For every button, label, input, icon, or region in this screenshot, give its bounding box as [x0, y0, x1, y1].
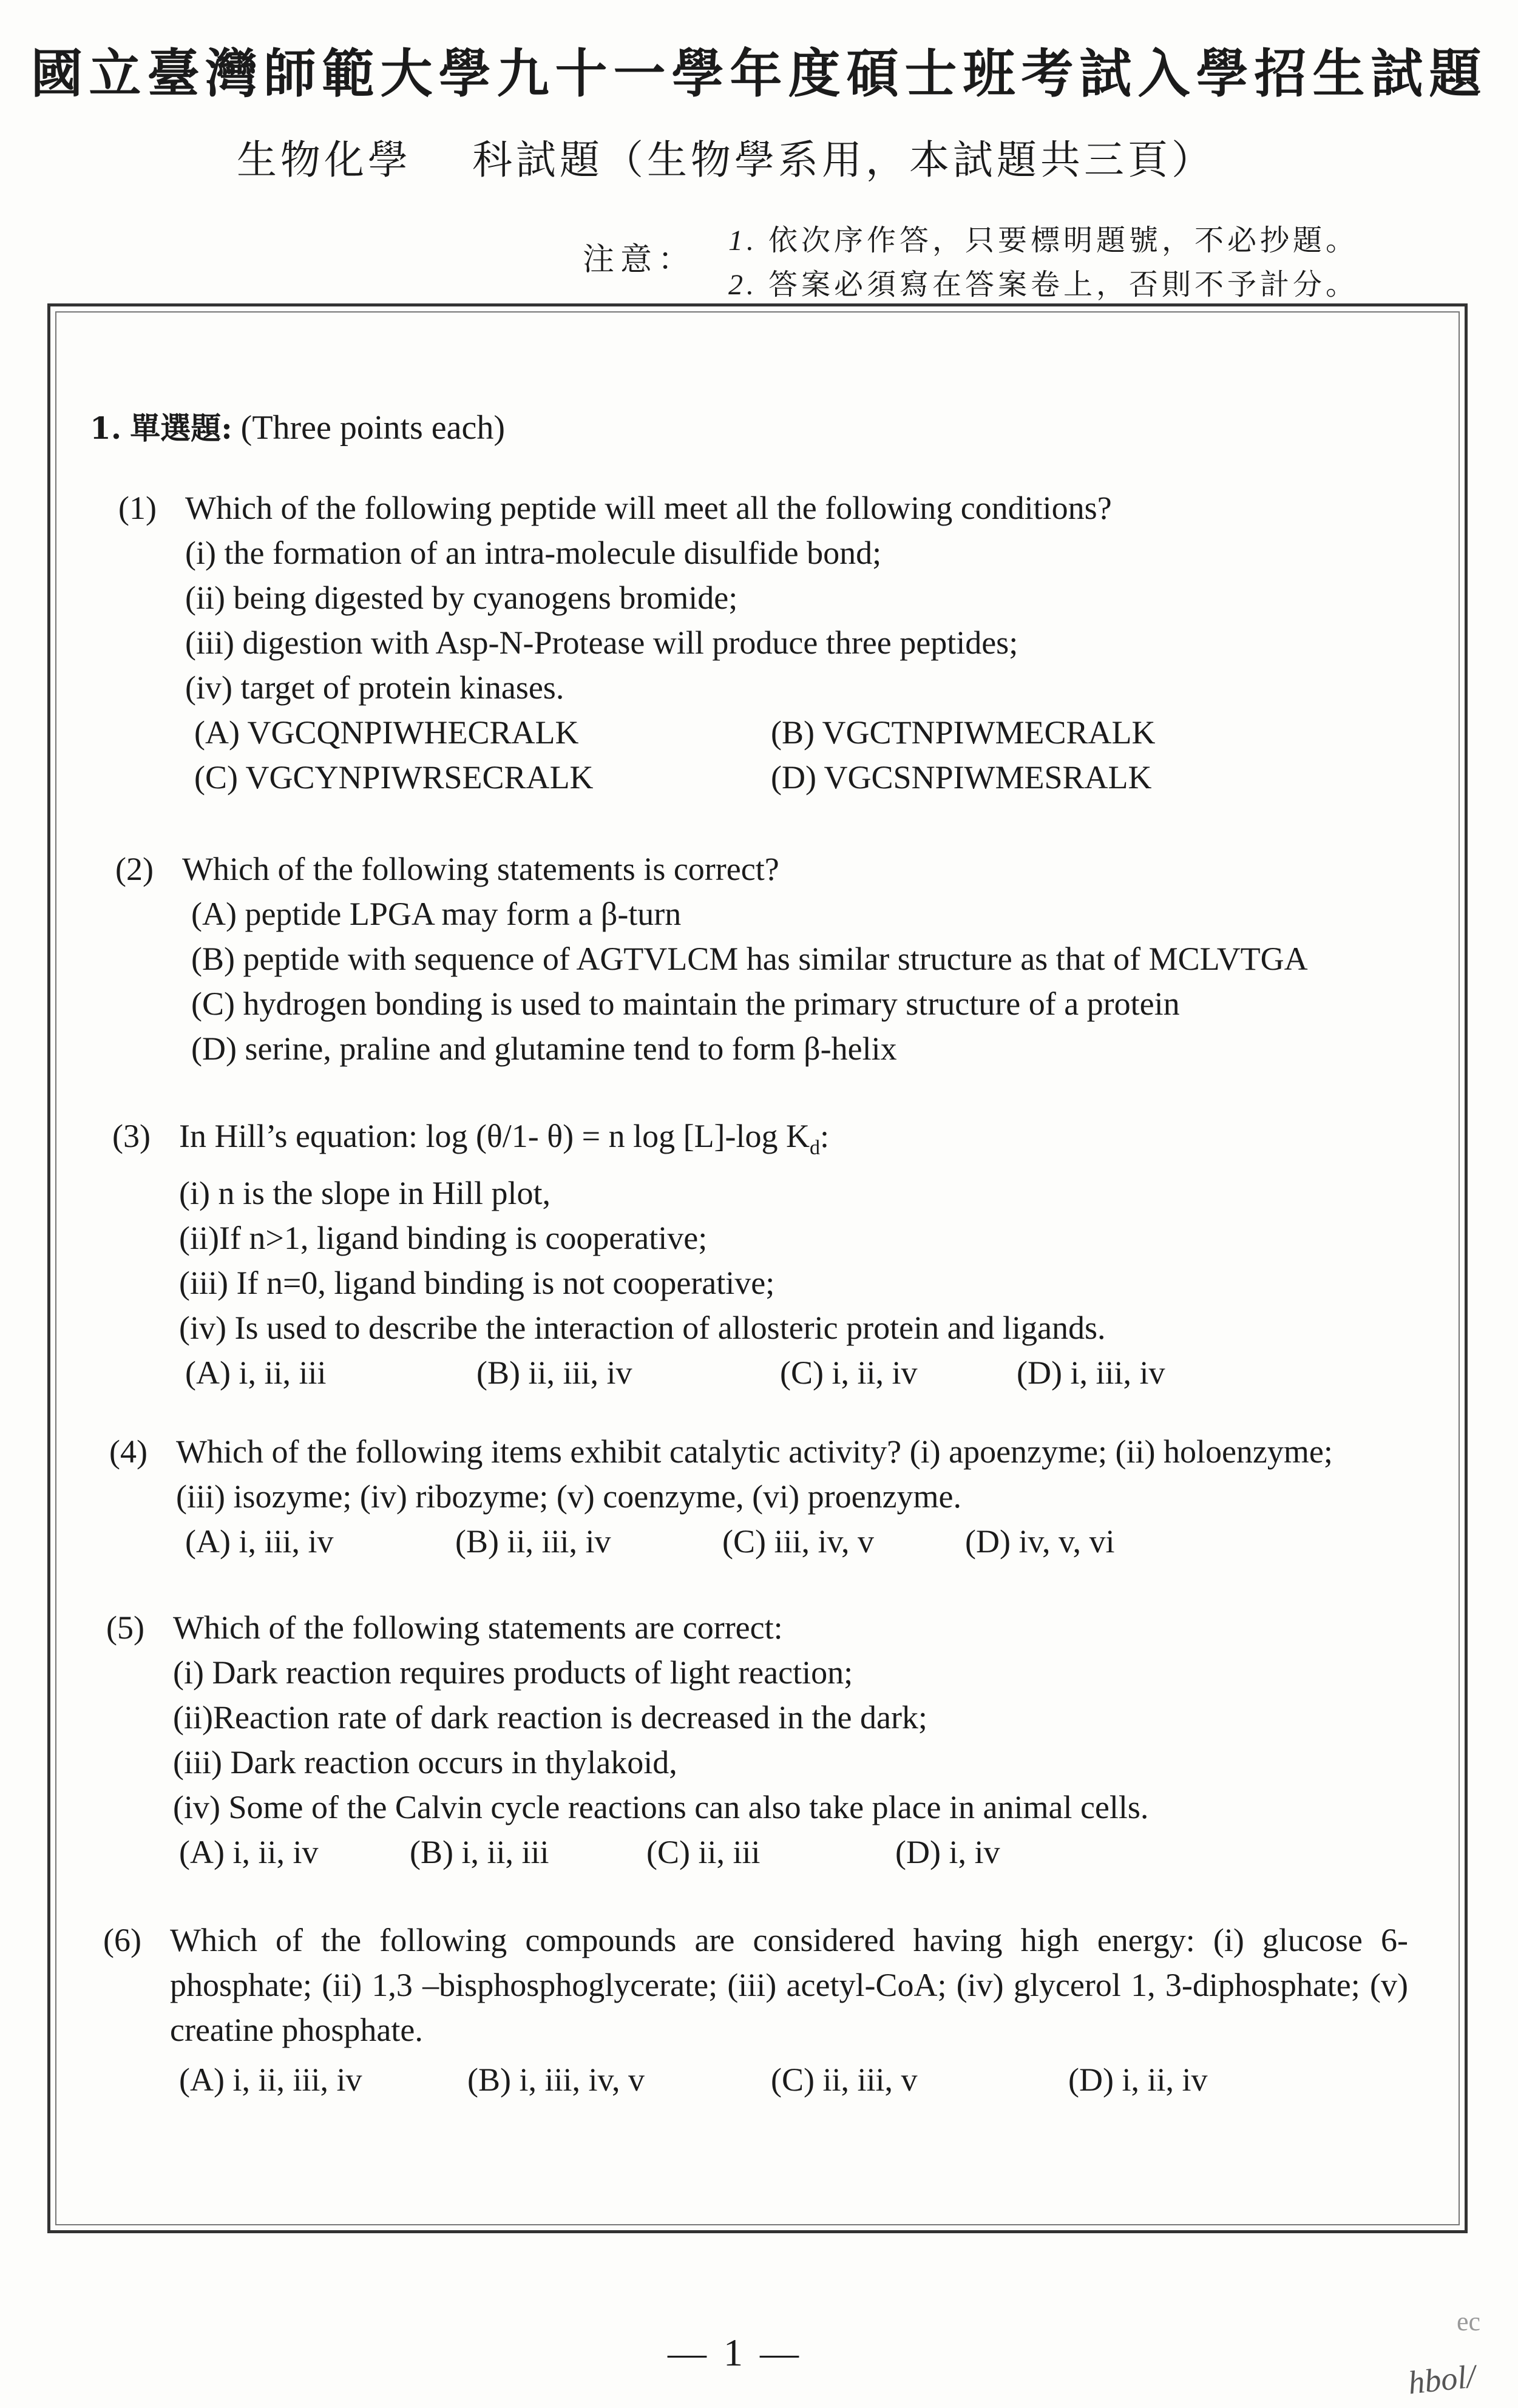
question-number: (4) — [109, 1433, 147, 1470]
option-a: (A) i, iii, iv — [185, 1523, 334, 1560]
section-heading — [90, 404, 505, 448]
notice-label: 注意： — [583, 242, 696, 278]
option-b: (B) i, ii, iii — [410, 1834, 549, 1870]
notice-number: 2. — [728, 269, 757, 301]
option-row — [118, 710, 1156, 755]
notice-text: 答案必須寫在答案卷上，否則不予計分。 — [768, 268, 1359, 302]
exam-title: 國立臺灣師範大學九十一學年度碩士班考試入學招生試題 — [30, 43, 1488, 104]
question-number: (2) — [115, 851, 154, 887]
notice-item — [728, 263, 1358, 307]
question-stem-continued: (iii) isozyme; (iv) ribozyme; (v) coenzyme, (vi) proenzyme. — [176, 1478, 962, 1515]
option-a: (A) peptide LPGA may form a β-turn — [191, 896, 682, 932]
option-a: (A) i, ii, iv — [179, 1834, 319, 1870]
statement-item: (iii) Dark reaction occurs in thylakoid, — [173, 1744, 677, 1781]
option-c: (C) iii, iv, v — [722, 1523, 874, 1560]
page-number: — 1 — — [668, 2331, 802, 2374]
question-stem: Which of the following statements is correct? — [182, 851, 779, 887]
option-d: (D) iv, v, vi — [965, 1523, 1115, 1560]
notice-text: 依次序作答，只要標明題號，不必抄題。 — [768, 223, 1359, 257]
option-d: (D) serine, praline and glutamine tend to form β-helix — [191, 1030, 897, 1067]
option-b: (B) ii, iii, iv — [476, 1354, 632, 1391]
question-number: (3) — [112, 1118, 151, 1154]
notice-number: 1. — [728, 225, 757, 257]
option-row — [103, 2057, 1408, 2102]
option-d: (D) i, iii, iv — [1017, 1354, 1165, 1391]
question-stem: Which of the following statements are correct: — [173, 1609, 783, 1646]
notice-list — [728, 218, 1358, 307]
option-c: (C) hydrogen bonding is used to maintain the primary structure of a protein — [191, 986, 1180, 1022]
question-stem: Which of the following items exhibit catalytic activity? (i) apoenzyme; (ii) holoenzyme; — [176, 1433, 1333, 1470]
statement-item: (i) n is the slope in Hill plot, — [179, 1174, 551, 1211]
handwritten-note: hbol/ — [1406, 2358, 1477, 2401]
option-a: (A) i, ii, iii — [185, 1354, 327, 1391]
option-d: (D) i, ii, iv — [1068, 2061, 1208, 2098]
option-d: (D) i, iv — [895, 1834, 1000, 1870]
statement-item: (iv) Is used to describe the interaction of allosteric protein and ligands. — [179, 1309, 1106, 1346]
statement-item: (i) Dark reaction requires products of light reaction; — [173, 1654, 853, 1691]
option-d: (D) VGCSNPIWMESRALK — [771, 759, 1152, 796]
section-title: 單選題: — [130, 410, 232, 446]
question-2 — [115, 847, 1308, 1071]
option-b: (B) i, iii, iv, v — [467, 2061, 645, 2098]
subject-name: 生物化學 — [237, 137, 412, 183]
condition-item: (i) the formation of an intra-molecule disulfide bond; — [185, 535, 882, 571]
condition-item: (ii) being digested by cyanogens bromide; — [185, 580, 738, 616]
option-row — [112, 1350, 1165, 1395]
option-c: (C) VGCYNPIWRSECRALK — [194, 759, 594, 796]
stem-suffix: : — [820, 1118, 830, 1154]
question-1 — [118, 485, 1156, 800]
question-number: (6) — [103, 1922, 141, 1958]
exam-subtitle — [237, 127, 1215, 185]
question-stem: Which of the following peptide will meet all the following conditions? — [185, 490, 1112, 526]
option-b: (B) peptide with sequence of AGTVLCM has similar structure as that of MCLVTGA — [191, 941, 1308, 977]
statement-item: (iv) Some of the Calvin cycle reactions can also take place in animal cells. — [173, 1789, 1149, 1825]
question-6 — [103, 1918, 1408, 2102]
section-points: (Three points each) — [240, 409, 506, 447]
option-b: (B) ii, iii, iv — [455, 1523, 611, 1560]
question-stem: In Hill’s equation: log (θ/1- θ) = n log [L]-log K — [179, 1118, 810, 1154]
statement-item: (ii)Reaction rate of dark reaction is decreased in the dark; — [173, 1699, 927, 1736]
question-5 — [106, 1605, 1148, 1875]
condition-item: (iv) target of protein kinases. — [185, 669, 564, 706]
option-row — [118, 755, 1152, 800]
option-c: (C) i, ii, iv — [780, 1354, 918, 1391]
statement-item: (iii) If n=0, ligand binding is not cooperative; — [179, 1264, 775, 1301]
question-3 — [112, 1114, 1165, 1395]
question-number: (5) — [106, 1609, 144, 1646]
question-stem: Which of the following compounds are considered having high energy: (i) glucose 6-phosphate; (ii) 1,3 –bisphosphoglycerate; (iii) acetyl-CoA; (iv) glycerol 1, 3-diphosphate; (v) creatine phosphate. — [170, 1922, 1408, 2048]
option-c: (C) ii, iii, v — [771, 2061, 918, 2098]
option-row — [106, 1830, 1148, 1875]
option-b: (B) VGCTNPIWMECRALK — [771, 714, 1156, 751]
option-row — [109, 1519, 1333, 1564]
option-c: (C) ii, iii — [646, 1834, 761, 1870]
section-number: 1. — [90, 410, 122, 446]
subscript: d — [810, 1136, 821, 1159]
question-number: (1) — [118, 490, 157, 526]
margin-note: ec — [1457, 2307, 1481, 2336]
option-a: (A) i, ii, iii, iv — [179, 2061, 362, 2098]
notice-item — [728, 218, 1358, 263]
statement-item: (ii)If n>1, ligand binding is cooperative; — [179, 1219, 708, 1256]
question-4 — [109, 1429, 1333, 1564]
subtitle-text: 科試題（生物學系用，本試題共三頁） — [472, 137, 1215, 183]
option-a: (A) VGCQNPIWHECRALK — [194, 714, 579, 751]
condition-item: (iii) digestion with Asp-N-Protease will produce three peptides; — [185, 624, 1018, 661]
